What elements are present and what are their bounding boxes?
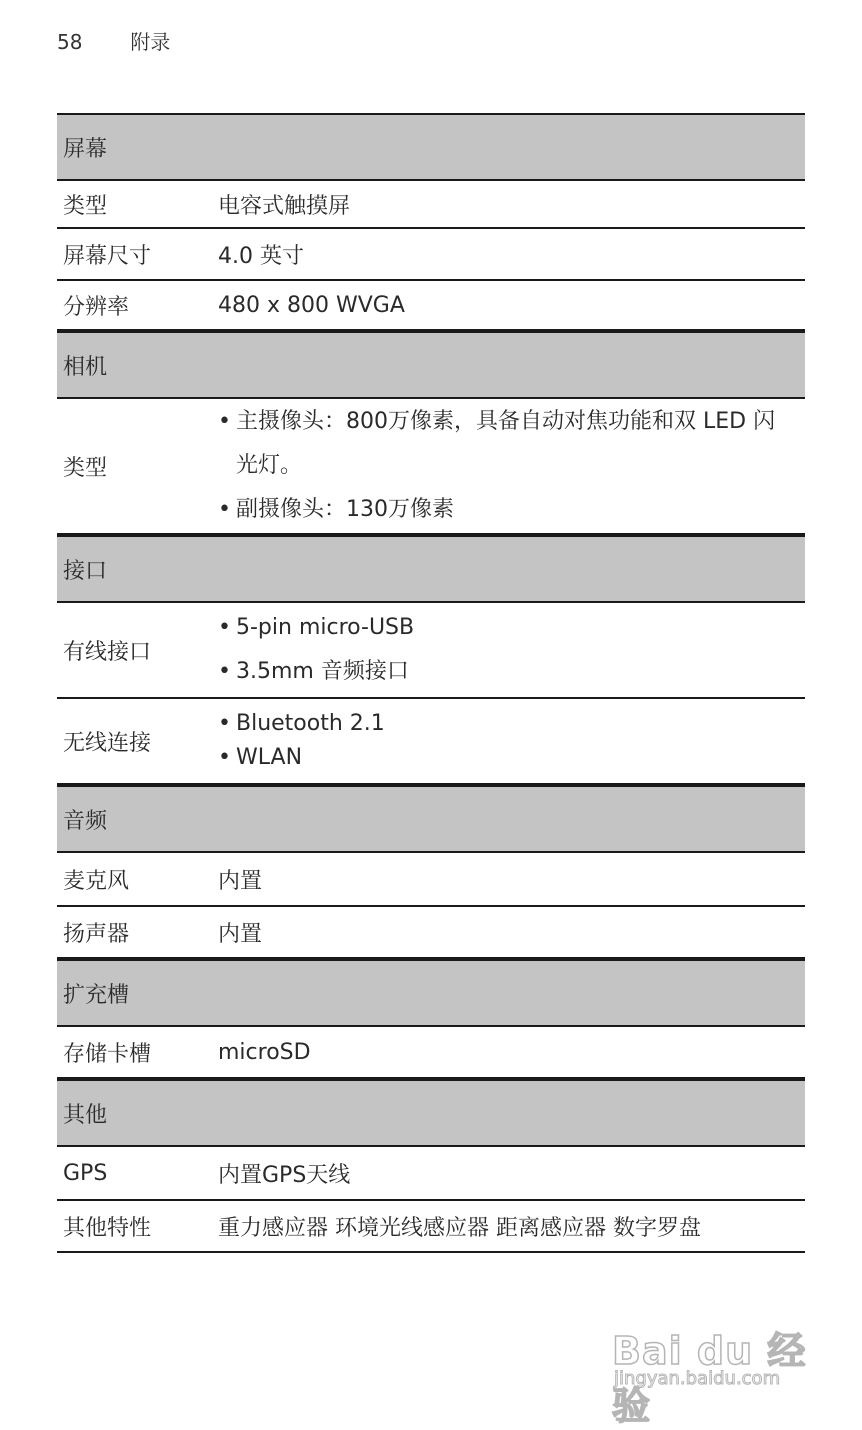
section-header-row (57, 535, 805, 603)
spec-row (57, 229, 805, 281)
spec-row (57, 907, 805, 959)
spec-label: 分辨率 (63, 294, 130, 320)
section-header-row (57, 785, 805, 853)
section-header-row (57, 1079, 805, 1147)
spec-label: 其他特性 (63, 1215, 152, 1241)
spec-value: 内置GPS天线 (218, 1162, 351, 1188)
spec-value-bullet: • Bluetooth 2.1 (218, 707, 797, 741)
page-number: 58 (57, 30, 83, 54)
spec-value-list (218, 400, 805, 532)
spec-value: 重力感应器 环境光线感应器 距离感应器 数字罗盘 (218, 1215, 701, 1241)
section-title: 扩充槽 (63, 982, 130, 1008)
spec-value-bullet: • 副摄像头：130万像素 (218, 488, 797, 532)
section-name: 附录 (130, 30, 171, 54)
section-title: 音频 (63, 808, 108, 834)
spec-row (57, 399, 805, 535)
spec-label: 类型 (63, 193, 108, 219)
section-header-row (57, 331, 805, 399)
spec-label: 无线连接 (63, 730, 152, 756)
spec-row (57, 1027, 805, 1079)
section-title: 其他 (63, 1102, 108, 1128)
watermark-brand: Bai du 经验 (612, 1329, 807, 1428)
spec-label: 存储卡槽 (63, 1041, 152, 1067)
spec-label: GPS (63, 1160, 108, 1186)
spec-label: 扬声器 (63, 921, 130, 947)
watermark (612, 1298, 812, 1428)
spec-value: 4.0 英寸 (218, 243, 304, 269)
section-title: 相机 (63, 354, 108, 380)
spec-row (57, 281, 805, 331)
spec-row (57, 603, 805, 699)
spec-label: 类型 (63, 455, 108, 481)
spec-value-bullet: • 5-pin micro-USB (218, 606, 797, 650)
spec-row (57, 699, 805, 785)
spec-row (57, 181, 805, 229)
watermark-site: jingyan.baidu.com (614, 1368, 781, 1389)
spec-value-bullet: • 主摄像头：800万像素，具备自动对焦功能和双 LED 闪光灯。 (218, 400, 797, 488)
spec-label: 有线接口 (63, 639, 152, 665)
section-title: 接口 (63, 558, 108, 584)
spec-table (57, 113, 805, 1253)
spec-value: microSD (218, 1039, 311, 1065)
spec-row (57, 853, 805, 907)
spec-label: 屏幕尺寸 (63, 243, 152, 269)
spec-value-bullet: • WLAN (218, 741, 797, 775)
section-header-row (57, 113, 805, 181)
spec-value: 480 x 800 WVGA (218, 292, 405, 318)
spec-value-list (218, 707, 805, 775)
section-header-row (57, 959, 805, 1027)
section-title: 屏幕 (63, 136, 108, 162)
spec-value-bullet: • 3.5mm 音频接口 (218, 650, 797, 694)
spec-label: 麦克风 (63, 868, 130, 894)
spec-value-list (218, 606, 805, 694)
spec-value: 内置 (218, 868, 263, 894)
spec-value: 内置 (218, 921, 263, 947)
spec-value: 电容式触摸屏 (218, 193, 351, 219)
page-header (57, 26, 170, 55)
spec-row (57, 1147, 805, 1201)
spec-row (57, 1201, 805, 1253)
